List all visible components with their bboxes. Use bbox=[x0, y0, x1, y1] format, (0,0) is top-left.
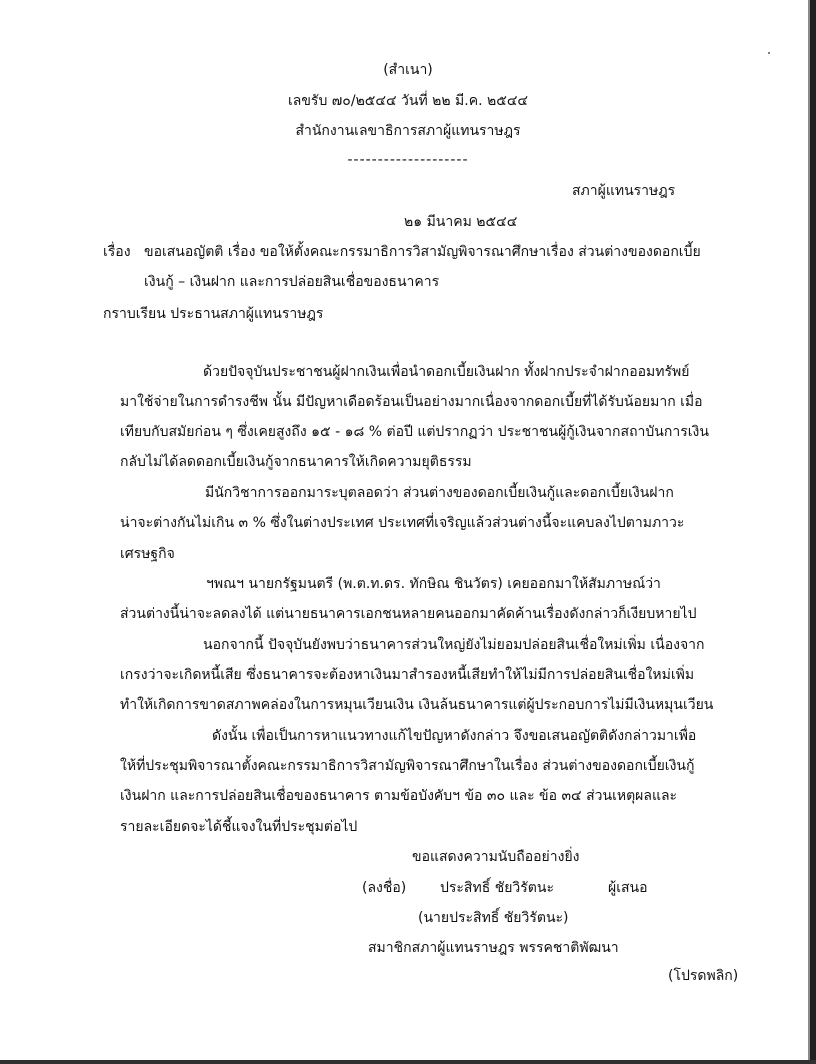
letter-date: ๒๑ มีนาคม ๒๕๔๔ bbox=[404, 214, 518, 230]
copy-mark: (สำเนา) bbox=[383, 62, 433, 78]
body-line: เศรษฐกิจ bbox=[120, 546, 175, 562]
receipt-line: เลขรับ ๗๐/๒๕๔๔ วันที่ ๒๒ มี.ค. ๒๕๔๔ bbox=[287, 93, 529, 109]
body-line: เกรงว่าจะเกิดหนี้เสีย ซึ่งธนาคารจะต้องหาเงินมาสำรองหนี้เสียทำให้ไม่มีการปล่อยสินเชื่อใหม่เพิ่ม bbox=[120, 667, 695, 683]
subject-label: เรื่อง bbox=[103, 244, 131, 260]
body-line: ดังนั้น เพื่อเป็นการหาแนวทางแก้ไขปัญหาดังกล่าว จึงขอเสนอญัตติดังกล่าวมาเพื่อ bbox=[212, 728, 697, 744]
subject-line-2: เงินกู้ – เงินฝาก และการปล่อยสินเชื่อของธนาคาร bbox=[144, 274, 440, 290]
subject-line-1: ขอเสนอญัตติ เรื่อง ขอให้ตั้งคณะกรรมาธิการวิสามัญพิจารณาศึกษาเรื่อง ส่วนต่างของดอกเบี้ย bbox=[144, 244, 701, 260]
header-divider: -------------------- bbox=[347, 152, 469, 168]
body-line: รายละเอียดจะได้ชี้แจงในที่ประชุมต่อไป bbox=[120, 819, 358, 835]
body-line: เงินฝาก และการปล่อยสินเชื่อของธนาคาร ตามข้อบังคับฯ ข้อ ๓๐ และ ข้อ ๓๔ ส่วนเหตุผลและ bbox=[120, 788, 678, 804]
office-name: สำนักงานเลขาธิการสภาผู้แทนราษฎร bbox=[295, 123, 521, 139]
scan-edge-bottom bbox=[0, 1060, 816, 1064]
salutation: กราบเรียน ประธานสภาผู้แทนราษฎร bbox=[103, 306, 324, 322]
body-line: นอกจากนี้ ปัจจุบันยังพบว่าธนาคารส่วนใหญ่ยังไม่ยอมปล่อยสินเชื่อใหม่เพิ่ม เนื่องจาก bbox=[203, 637, 705, 653]
body-line: ด้วยปัจจุบันประชาชนผู้ฝากเงินเพื่อนำดอกเบี้ยเงินฝาก ทั้งฝากประจำฝากออมทรัพย์ bbox=[203, 364, 690, 380]
body-line: มีนักวิชาการออกมาระบุตลอดว่า ส่วนต่างของดอกเบี้ยเงินกู้และดอกเบี้ยเงินฝาก bbox=[205, 485, 674, 501]
closing: ขอแสดงความนับถืออย่างยิ่ง bbox=[412, 849, 580, 865]
signer-position: สมาชิกสภาผู้แทนราษฎร พรรคชาติพัฒนา bbox=[368, 940, 619, 956]
body-line: เทียบกับสมัยก่อน ๆ ซึ่งเคยสูงถึง ๑๕ - ๑๘ % ต่อปี แต่ปรากฏว่า ประชาชนผู้กู้เงินจากสถาบันการเงิน bbox=[120, 424, 709, 440]
sign-label: (ลงชื่อ) bbox=[362, 880, 407, 896]
turn-over-note: (โปรดพลิก) bbox=[668, 968, 739, 984]
body-line: ส่วนต่างนี้น่าจะลดลงได้ แต่นายธนาคารเอกชนหลายคนออกมาคัดค้านเรื่องดังกล่าวก็เงียบหายไป bbox=[120, 606, 697, 622]
scan-speck bbox=[768, 52, 770, 54]
body-line: ให้ที่ประชุมพิจารณาตั้งคณะกรรมาธิการวิสามัญพิจารณาศึกษาในเรื่อง ส่วนต่างของดอกเบี้ยเงินกู้ bbox=[120, 758, 695, 774]
scan-edge-right bbox=[810, 0, 816, 1064]
signer-name: ประสิทธิ์ ชัยวิรัตนะ bbox=[440, 880, 554, 896]
signer-role: ผู้เสนอ bbox=[608, 880, 648, 896]
body-line: ทำให้เกิดการขาดสภาพคล่องในการหมุนเวียนเงิน เงินล้นธนาคารแต่ผู้ประกอบการไม่มีเงินหมุนเวียน bbox=[120, 697, 714, 713]
body-line: น่าจะต่างกันไม่เกิน ๓ % ซึ่งในต่างประเทศ ประเทศที่เจริญแล้วส่วนต่างนี้จะแคบลงไปตามภาวะ bbox=[120, 515, 685, 531]
body-line: มาใช้จ่ายในการดำรงชีพ นั้น มีปัญหาเดือดร้อนเป็นอย่างมากเนื่องจากดอกเบี้ยที่ได้รับน้อยมาก เมื่อ bbox=[120, 394, 703, 410]
printed-name: (นายประสิทธิ์ ชัยวิรัตนะ) bbox=[418, 910, 569, 926]
sender-name: สภาผู้แทนราษฎร bbox=[572, 183, 676, 199]
body-line: กลับไม่ได้ลดดอกเบี้ยเงินกู้จากธนาคารให้เกิดความยุติธรรม bbox=[120, 454, 472, 470]
body-line: ฯพณฯ นายกรัฐมนตรี (พ.ต.ท.ดร. ทักษิณ ชินวัตร) เคยออกมาให้สัมภาษณ์ว่า bbox=[206, 576, 661, 592]
